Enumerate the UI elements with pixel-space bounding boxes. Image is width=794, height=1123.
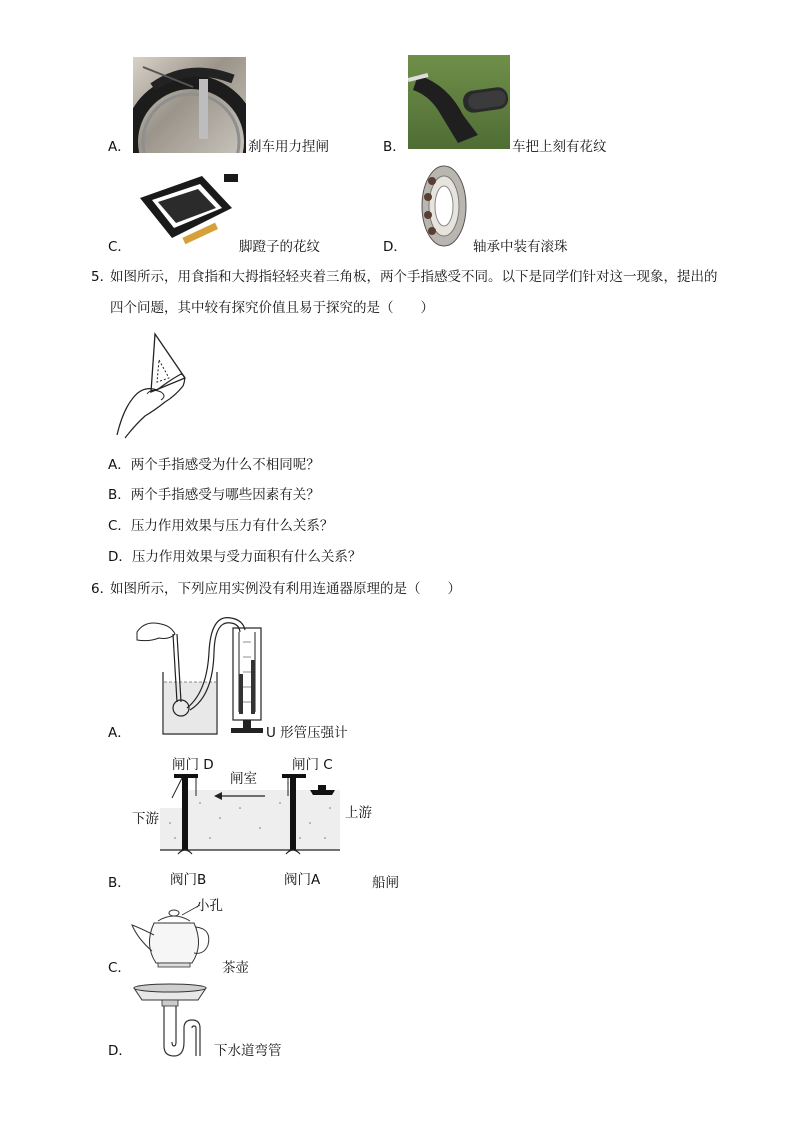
option-d-letter: D． <box>383 239 407 255</box>
option-c-caption: 脚蹬子的花纹 <box>239 239 320 255</box>
q6-option-d-letter: D． <box>108 1043 132 1059</box>
q6-number: 6． <box>91 581 114 597</box>
handlebar-grip-photo <box>408 55 510 149</box>
q6-option-a-letter: A． <box>108 725 131 741</box>
downstream-label: 下游 <box>132 811 159 827</box>
gate-c-label: 闸门 C <box>292 757 333 773</box>
q6-option-a-caption: U 形管压强计 <box>266 725 348 741</box>
valve-a-label: 阀门A <box>284 872 321 888</box>
option-d-caption: 轴承中装有滚珠 <box>473 239 568 255</box>
option-a-letter: A． <box>108 139 131 155</box>
option-a-caption: 刹车用力捏闸 <box>248 139 329 155</box>
q6-option-b-caption: 船闸 <box>372 875 399 891</box>
q5-option-a: A．两个手指感受为什么不相同呢？ <box>108 457 320 473</box>
teapot-hole-label: 小孔 <box>196 898 223 914</box>
drain-trap-figure <box>134 980 216 1060</box>
bicycle-brake-photo <box>133 57 246 153</box>
option-c-letter: C． <box>108 239 131 255</box>
q5-option-d: D．压力作用效果与受力面积有什么关系？ <box>108 549 362 565</box>
q6-option-d-caption: 下水道弯管 <box>214 1043 282 1059</box>
q5-stem-line2: 四个问题，其中较有探究价值且易于探究的是（ ） <box>110 300 434 316</box>
q5-option-c: C．压力作用效果与压力有什么关系？ <box>108 518 334 534</box>
q6-stem: 如图所示，下列应用实例没有利用连通器原理的是（ ） <box>110 581 461 597</box>
q6-option-c-letter: C． <box>108 960 131 976</box>
teapot-figure <box>130 905 220 973</box>
q5-stem-line1: 如图所示，用食指和大拇指轻轻夹着三角板，两个手指感受不同。以下是同学们针对这一现象，提出的 <box>110 269 718 285</box>
valve-b-label: 阀门B <box>170 872 207 888</box>
q6-option-c-caption: 茶壶 <box>222 960 249 976</box>
gate-d-label: 闸门 D <box>172 757 214 773</box>
q5-number: 5． <box>91 269 114 285</box>
option-b-caption: 车把上刻有花纹 <box>512 139 607 155</box>
chamber-label: 闸室 <box>230 771 257 787</box>
q5-option-b: B．两个手指感受与哪些因素有关？ <box>108 487 320 503</box>
upstream-label: 上游 <box>345 805 372 821</box>
u-tube-manometer-figure <box>135 612 265 737</box>
q6-option-b-letter: B． <box>108 875 131 891</box>
ball-bearing-photo <box>418 163 470 249</box>
pedal-photo <box>132 168 238 248</box>
hand-triangle-figure <box>115 330 195 440</box>
option-b-letter: B． <box>383 139 406 155</box>
